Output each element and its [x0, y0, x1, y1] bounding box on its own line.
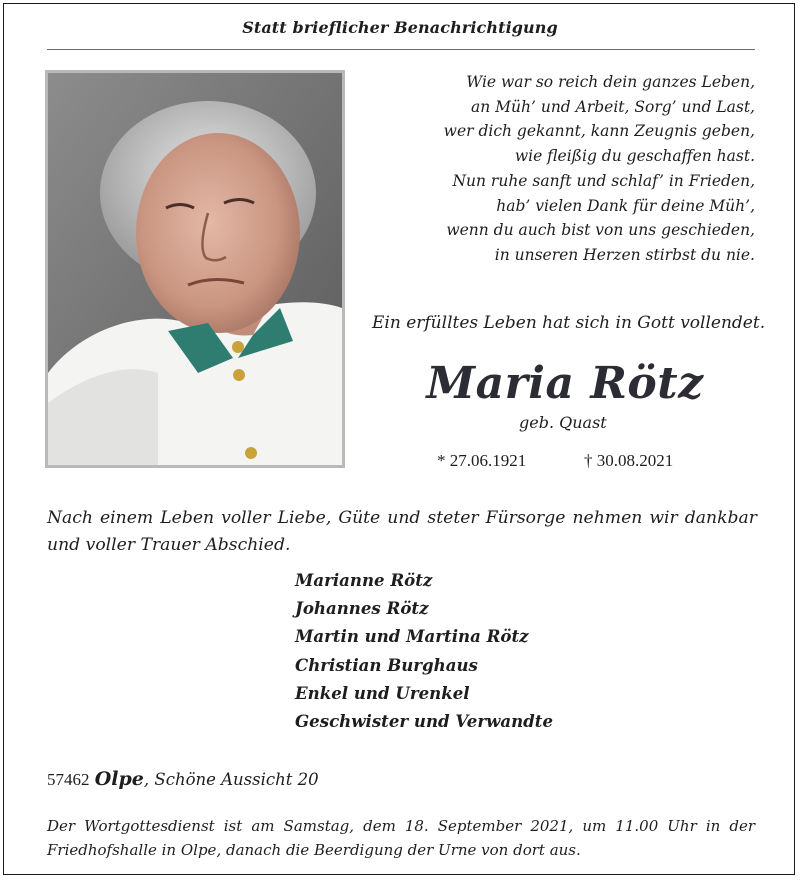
poem-line: an Müh’ und Arbeit, Sorg’ und Last,: [471, 97, 755, 116]
poem-line: wie fleißig du geschaffen hast.: [514, 147, 755, 166]
poem-line: in unseren Herzen stirbst du nie.: [494, 245, 755, 264]
portrait-photo: [45, 70, 345, 468]
header-divider: [47, 49, 755, 50]
family-address: [47, 768, 319, 790]
service-notice: Der Wortgottesdienst ist am Samstag, dem 18. September 2021, um 11.00 Uhr in der Friedhofshalle in Olpe, danach die Beerdigung der Urne von dort aus.: [47, 817, 755, 859]
portrait-image: [48, 73, 342, 465]
farewell-text: Nach einem Leben voller Liebe, Güte und steter Fürsorge nehmen wir dankbar und voller Trauer Abschied.: [47, 508, 757, 555]
poem-line: wer dich gekannt, kann Zeugnis geben,: [443, 122, 755, 141]
poem-line: Nun ruhe sanft und schlaf’ in Frieden,: [452, 171, 755, 190]
mourner-name: Christian Burghaus: [295, 654, 478, 675]
poem-line: hab’ vielen Dank für deine Müh’,: [496, 196, 755, 215]
mourner-name: Geschwister und Verwandte: [295, 711, 553, 732]
birth-date: * 27.06.1921: [437, 451, 527, 470]
poem: [335, 70, 755, 268]
street: , Schöne Aussicht 20: [143, 770, 319, 789]
city: Olpe: [94, 768, 144, 790]
mourner-name: Enkel und Urenkel: [295, 682, 470, 703]
death-date: † 30.08.2021: [584, 451, 674, 470]
deceased-name: Maria Rötz: [426, 358, 704, 409]
poem-line: Wie war so reich dein ganzes Leben,: [466, 73, 755, 91]
mourner-name: Martin und Martina Rötz: [295, 626, 529, 647]
header-title: Statt brieflicher Benachrichtigung: [242, 18, 558, 37]
mourner-name: Marianne Rötz: [295, 570, 433, 590]
life-statement: Ein erfülltes Leben hat sich in Gott vollendet.: [372, 313, 766, 333]
mourners-list: [295, 566, 553, 735]
mourner-name: Johannes Rötz: [295, 598, 429, 619]
postal-code: 57462: [47, 770, 90, 789]
birth-name: geb. Quast: [519, 413, 607, 432]
poem-line: wenn du auch bist von uns geschieden,: [446, 221, 755, 240]
